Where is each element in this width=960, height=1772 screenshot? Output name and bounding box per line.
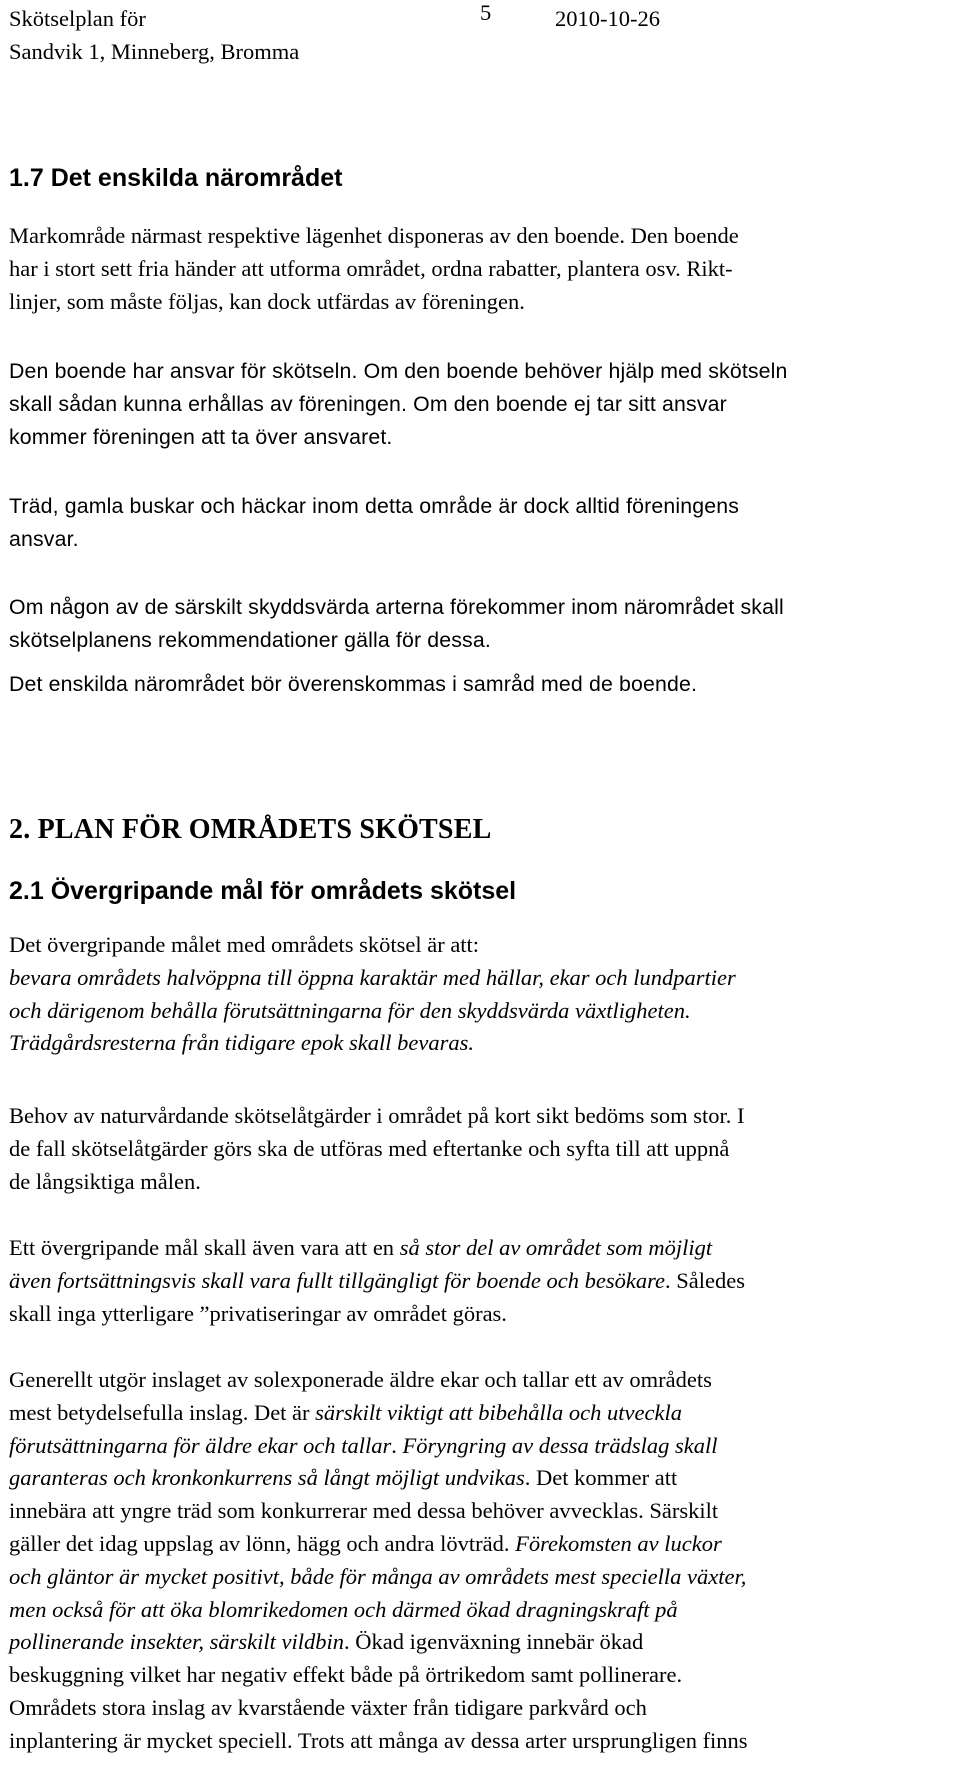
intro-line: Det övergripande målet med områdets skötsel är att: bbox=[9, 932, 480, 957]
section-heading-2-1: 2.1 Övergripande mål för områdets skötsel bbox=[9, 877, 517, 905]
text-line: mest betydelsefulla inslag. Det är särskilt viktigt att bibehålla och utveckla bbox=[9, 1399, 682, 1425]
header-title-line2: Sandvik 1, Minneberg, Bromma bbox=[9, 39, 300, 64]
goal-line: och därigenom behålla förutsättningarna för den skyddsvärda växtligheten. bbox=[9, 997, 691, 1023]
header-title-line1: Skötselplan för bbox=[9, 6, 146, 31]
goal-block bbox=[9, 929, 949, 1060]
paragraph-1 bbox=[9, 220, 949, 318]
text-line: Om någon av de särskilt skyddsvärda arterna förekommer inom närområdet skall bbox=[9, 595, 784, 619]
text-line: Den boende har ansvar för skötseln. Om den boende behöver hjälp med skötseln bbox=[9, 359, 788, 383]
text-line: men också för att öka blomrikedomen och därmed ökad dragningskraft på bbox=[9, 1596, 678, 1622]
header-date: 2010-10-26 bbox=[555, 6, 660, 31]
text-line: skötselplanens rekommendationer gälla för dessa. bbox=[9, 628, 491, 652]
page-header-title bbox=[9, 2, 299, 68]
paragraph-4 bbox=[9, 591, 949, 657]
text-line: linjer, som måste följas, kan dock utfärdas av föreningen. bbox=[9, 288, 525, 314]
goal-line: Trädgårdsresterna från tidigare epok skall bevaras. bbox=[9, 1030, 474, 1056]
paragraph-general bbox=[9, 1364, 949, 1758]
text-line: inplantering är mycket speciell. Trots att många av dessa arter ursprungligen finns bbox=[9, 1727, 748, 1753]
text-line: Generellt utgör inslaget av solexponerade äldre ekar och tallar ett av områdets bbox=[9, 1367, 712, 1392]
text-line: pollinerande insekter, särskilt vildbin. Ökad igenväxning innebär ökad bbox=[9, 1629, 644, 1655]
paragraph-2 bbox=[9, 355, 949, 454]
text-line: skall inga ytterligare ”privatiseringar av området göras. bbox=[9, 1300, 507, 1326]
text-line: och gläntor är mycket positivt, både för många av områdets mest speciella växter, bbox=[9, 1563, 747, 1589]
text-line: även fortsättningsvis skall vara fullt tillgängligt för boende och besökare. Således bbox=[9, 1267, 745, 1293]
section-heading-2: 2. PLAN FÖR OMRÅDETS SKÖTSEL bbox=[9, 814, 492, 845]
page-number: 5 bbox=[480, 0, 492, 25]
text-line: ansvar. bbox=[9, 527, 79, 551]
text-line: Områdets stora inslag av kvarstående växter från tidigare parkvård och bbox=[9, 1694, 647, 1720]
text-line: de fall skötselåtgärder görs ska de utföras med eftertanke och syfta till att uppnå bbox=[9, 1135, 730, 1161]
text-line: Träd, gamla buskar och häckar inom detta område är dock alltid föreningens bbox=[9, 494, 740, 518]
text-line: Behov av naturvårdande skötselåtgärder i området på kort sikt bedöms som stor. I bbox=[9, 1103, 745, 1128]
paragraph-need bbox=[9, 1100, 949, 1198]
text-line: Det enskilda närområdet bör överenskommas i samråd med de boende. bbox=[9, 672, 698, 696]
text-line: gäller det idag uppslag av lönn, hägg och andra lövträd. Förekomsten av luckor bbox=[9, 1530, 722, 1556]
text-line: Ett övergripande mål skall även vara att en så stor del av området som möjligt bbox=[9, 1235, 713, 1260]
text-line: innebära att yngre träd som konkurrerar med dessa behöver avvecklas. Särskilt bbox=[9, 1498, 719, 1524]
text-line: skall sådan kunna erhållas av föreningen. Om den boende ej tar sitt ansvar bbox=[9, 392, 727, 416]
text-line: har i stort sett fria händer att utforma området, ordna rabatter, plantera osv. Rikt- bbox=[9, 255, 733, 281]
text-line: förutsättningarna för äldre ekar och tallar. Föryngring av dessa trädslag skall bbox=[9, 1432, 718, 1458]
text-line: garanteras och kronkonkurrens så långt möjligt undvikas. Det kommer att bbox=[9, 1465, 678, 1491]
text-line: de långsiktiga målen. bbox=[9, 1168, 201, 1194]
section-heading-1-7: 1.7 Det enskilda närområdet bbox=[9, 164, 343, 192]
goal-line: bevara områdets halvöppna till öppna karaktär med hällar, ekar och lundpartier bbox=[9, 964, 736, 990]
paragraph-3 bbox=[9, 490, 949, 556]
text-line: beskuggning vilket har negativ effekt både på örtrikedom samt pollinerare. bbox=[9, 1662, 683, 1688]
paragraph-5 bbox=[9, 668, 949, 701]
paragraph-goal bbox=[9, 1232, 949, 1330]
text-line: kommer föreningen att ta över ansvaret. bbox=[9, 425, 393, 449]
text-line: Markområde närmast respektive lägenhet disponeras av den boende. Den boende bbox=[9, 223, 739, 248]
